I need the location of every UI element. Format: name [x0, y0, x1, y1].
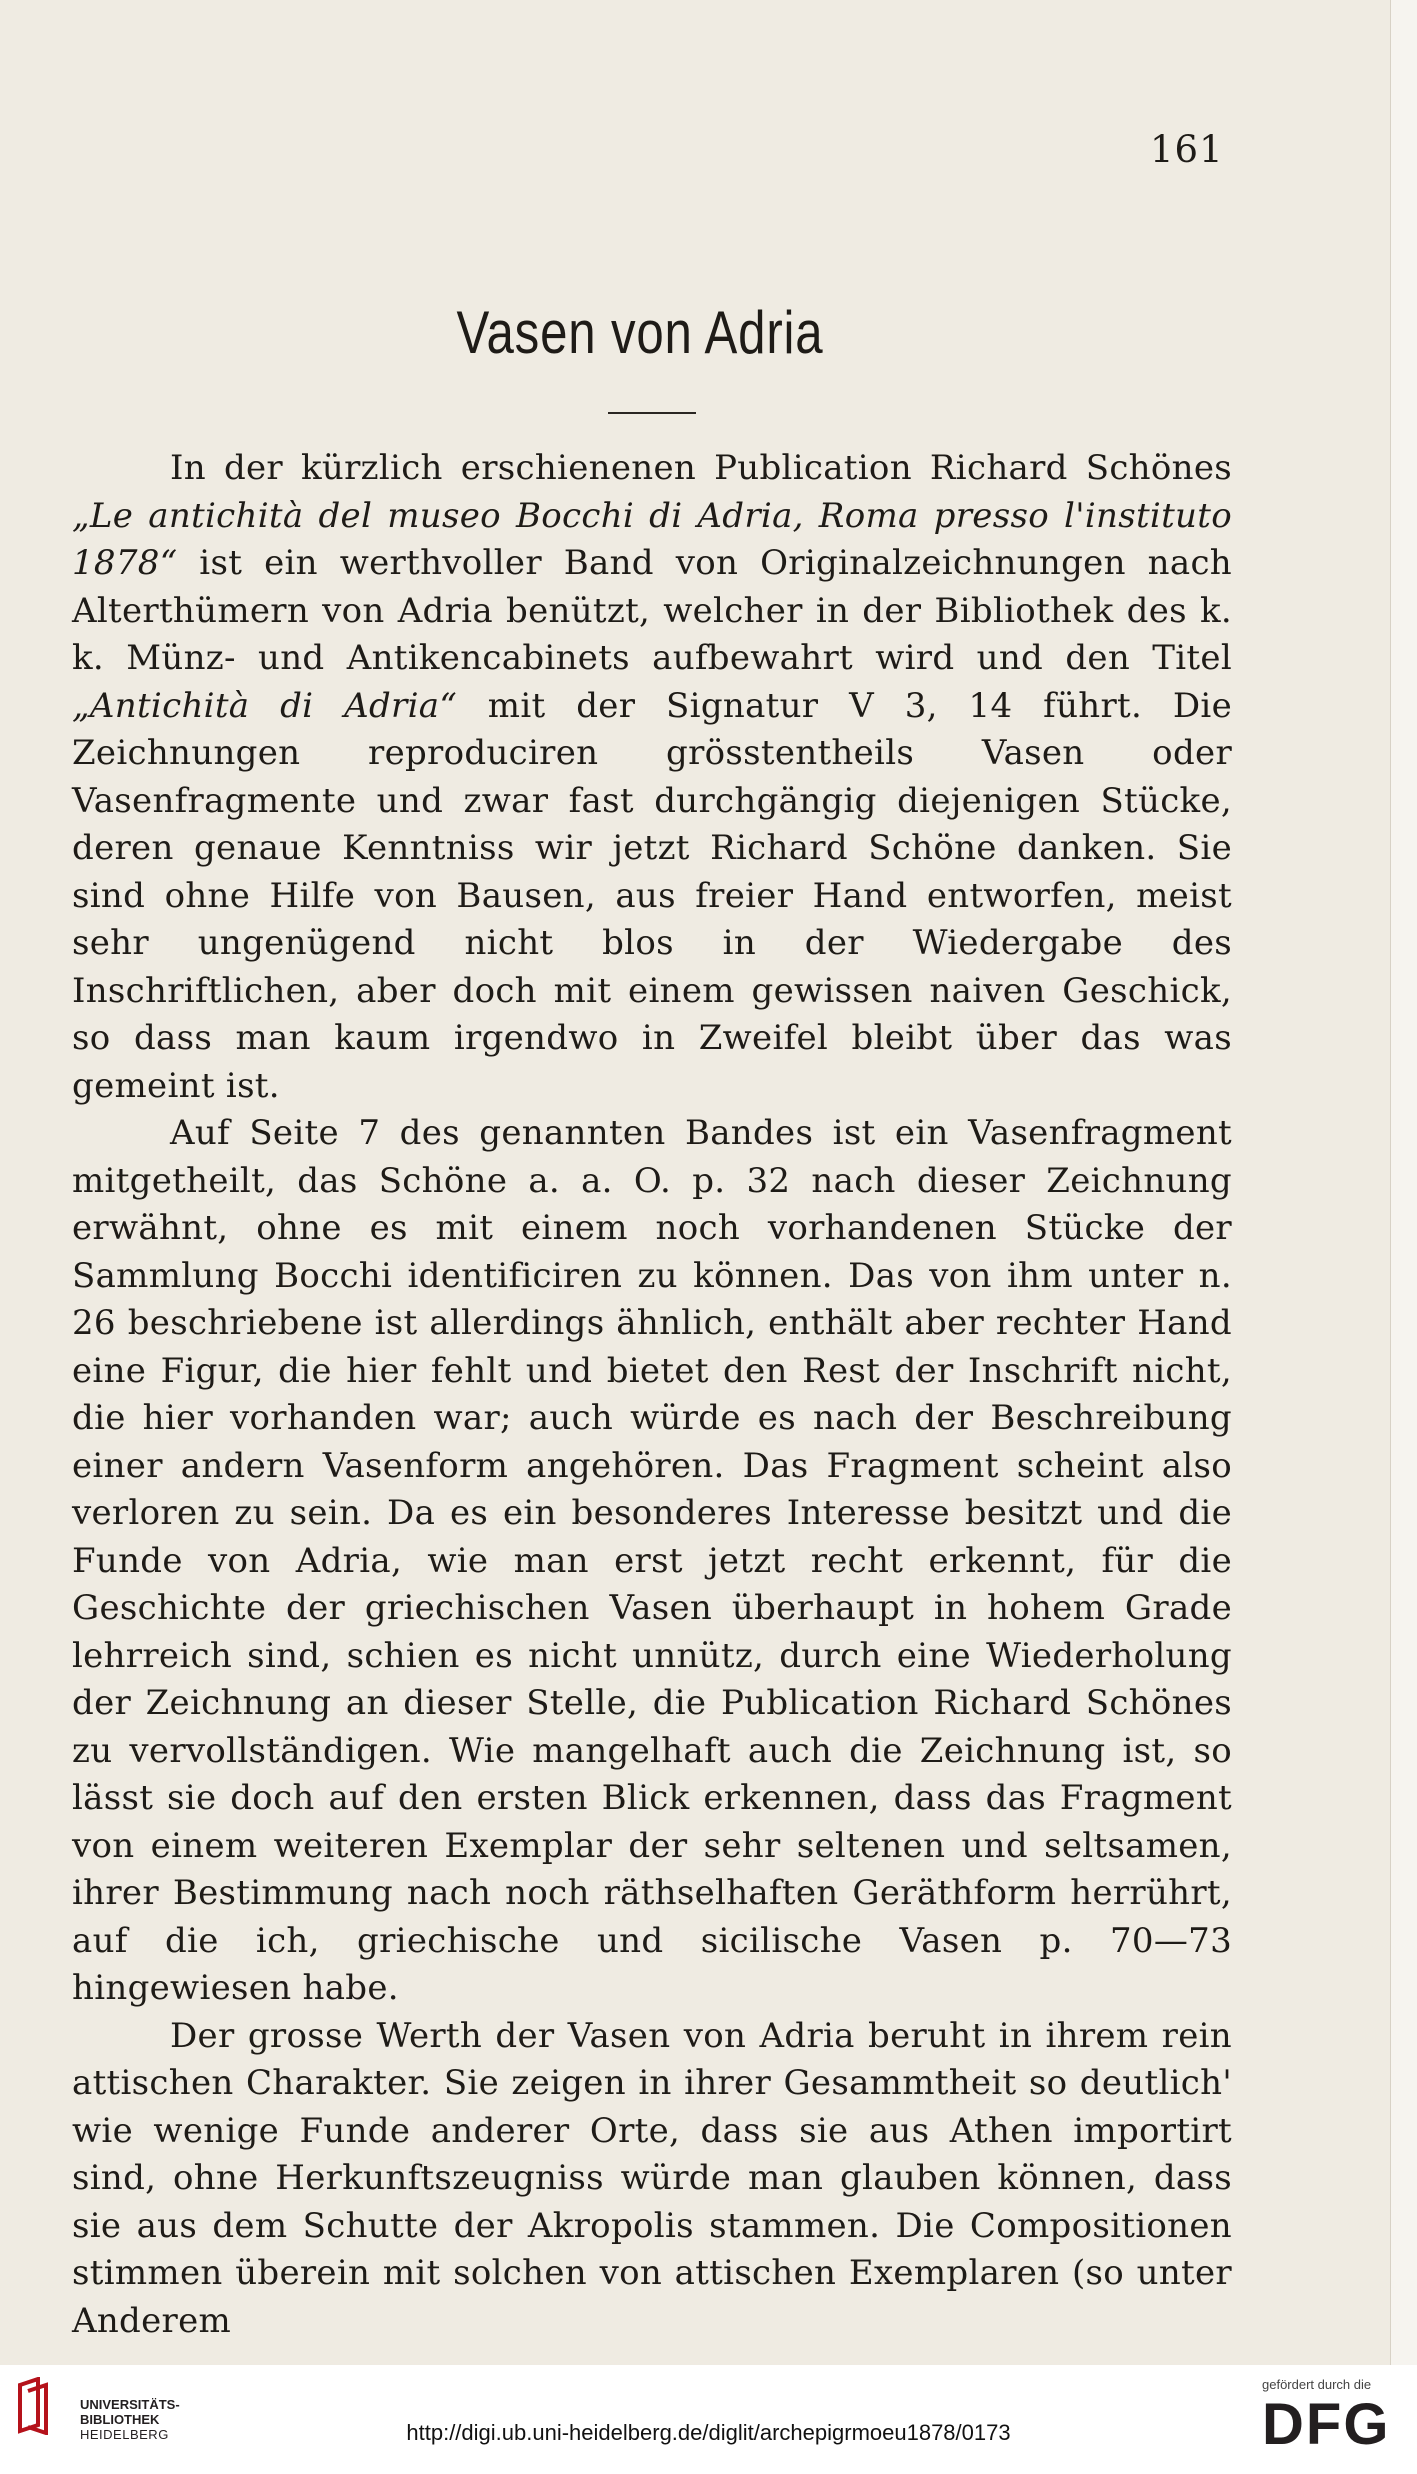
page-edge	[1390, 0, 1417, 2365]
italic-citation: „Antichità di Adria“	[72, 685, 458, 726]
funding-caption: gefördert durch die	[1262, 2377, 1372, 2392]
library-name-line-3: HEIDELBERG	[80, 2427, 169, 2442]
paragraph	[72, 445, 1232, 1110]
permalink[interactable]: http://digi.ub.uni-heidelberg.de/diglit/archepigrmoeu1878/0173	[406, 2420, 1011, 2445]
article-body	[72, 445, 1232, 2345]
library-name-line-2: BIBLIOTHEK	[80, 2412, 160, 2427]
text-run: Der grosse Werth der Vasen von Adria beruht in ihrem rein attischen Charakter. Sie zeigen in ihrer Gesammtheit so deutlich' wie wenige Funde anderer Orte, dass sie aus Athen importirt sind, ohne Herkunftszeugniss würde man glauben können, dass sie aus dem Schutte der Akropolis stammen. Die Compositionen stimmen überein mit solchen von attischen Exemplaren (so unter Anderem	[72, 2015, 1232, 2341]
text-run: In der kürzlich erschienenen Publication Richard Schönes	[170, 448, 1232, 488]
dfg-logo-text: DFG	[1262, 2392, 1391, 2452]
text-run: mit der Signatur V 3, 14 führt. Die Zeichnungen reproduciren grösstentheils Vasen oder Vasenfragmente und zwar fast durchgängig diejenigen Stücke, deren genaue Kenntniss wir jetzt Richard Schöne danken. Sie sind ohne Hilfe von Bausen, aus freier Hand entworfen, meist sehr ungenügend nicht blos in der Wiedergabe des Inschriftlichen, aber doch mit einem gewissen naiven Geschick, so dass man kaum irgendwo in Zweifel bleibt über das was gemeint ist.	[72, 685, 1233, 1106]
article-title: Vasen von Adria	[456, 299, 824, 366]
dfg-logo	[1262, 2392, 1402, 2452]
page-number: 161	[1150, 128, 1224, 171]
text-run: ist ein werthvoller Band von Originalzeichnungen nach Alterthümern von Adria benützt, welcher in der Bibliothek des k. k. Münz- und Antikencabinets aufbewahrt wird und den Titel	[72, 543, 1232, 678]
text-run: Auf Seite 7 des genannten Bandes ist ein Vasenfragment mitgetheilt, das Schöne a. a. O. p. 32 nach dieser Zeichnung erwähnt, ohne es mit einem noch vorhandenen Stücke der Sammlung Bocchi identificiren zu können. Das von ihm unter n. 26 beschriebene ist allerdings ähnlich, enthält aber rechter Hand eine Figur, die hier fehlt und bietet den Rest der Inschrift nicht, die hier vorhanden war; auch würde es nach der Beschreibung einer andern Vasenform angehören. Das Fragment scheint also verloren zu sein. Da es ein besonderes Interesse besitzt und die Funde von Adria, wie man erst jetzt recht erkennt, für die Geschichte der griechischen Vasen überhaupt in hohem Grade lehrreich sind, schien es nicht unnütz, durch eine Wiederholung der Zeichnung an dieser Stelle, die Publication Richard Schönes zu vervollständigen. Wie mangelhaft auch die Zeichnung ist, so lässt sie doch auf den ersten Blick erkennen, dass das Fragment von einem weiteren Exemplar der sehr seltenen und seltsamen, ihrer Bestimmung nach noch räthselhaften Geräthform herrührt, auf die ich, griechische und sicilische Vasen p. 70—73 hingewiesen habe.	[72, 1113, 1232, 2008]
paragraph	[72, 1110, 1232, 2013]
library-name-line-1: UNIVERSITÄTS-	[80, 2397, 180, 2412]
italic-citation: „Le antichità del museo Bocchi di Adria, Roma presso l'instituto 1878“	[72, 495, 1232, 583]
title-divider	[608, 412, 696, 414]
paragraph	[72, 2013, 1232, 2346]
